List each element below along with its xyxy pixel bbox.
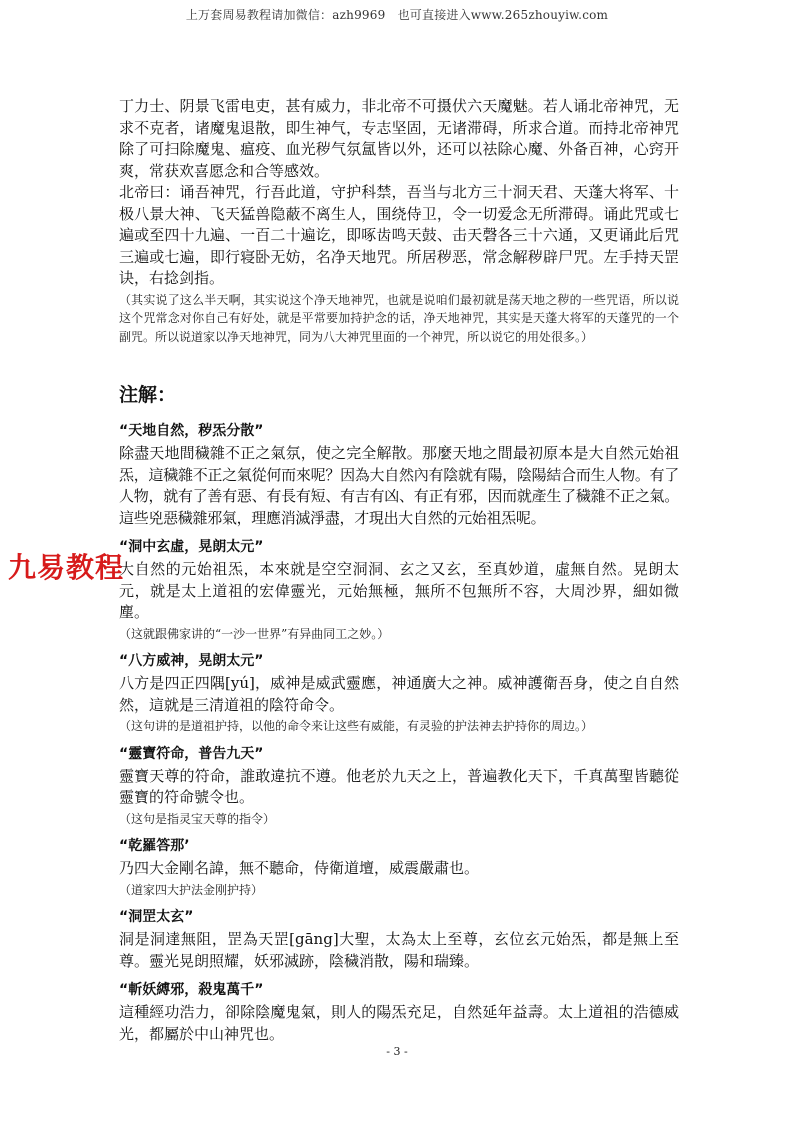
entry-note: （这句讲的是道祖护持，以他的命令来让这些有威能，有灵验的护法神去护持你的周边。） [119, 719, 594, 733]
entry-heading: “洞罡太玄” [119, 909, 194, 925]
watermark-logo: 九易教程 [8, 551, 125, 584]
entry-heading: “靈寶符命，普告九天” [119, 745, 264, 762]
entry-body: 這種經功浩力，卻除陰魔鬼氣，則人的陽炁充足，自然延年益壽。太上道祖的浩德威光，都屬於中山神咒也。 [119, 1003, 679, 1043]
annotation-entry [119, 419, 679, 529]
entry-note: （这句是指灵宝天尊的指令） [119, 811, 276, 826]
intro-paragraph: 北帝曰：诵吾神咒，行吾此道，守护科禁，吾当与北方三十洞天君、天蓬大将军、十极八景大神、飞天猛兽隐蔽不离生人，围绕侍卫，令一切爱念无所滞碍。诵此咒或七遍或至四十九遍、一百二十遍讫，即啄齿鸣天鼓、击天磬各三十六通，又更诵此后咒三遍或七遍，即行寝卧无妨，名净天地咒。所居秽恶，常念解秽辟尸咒。左手持天罡诀，右捻剑指。 [119, 183, 679, 287]
entry-body: 乃四大金剛名諱，無不聽命，侍衛道壇，威震嚴肅也。 [119, 859, 480, 877]
entry-heading: “乾羅答那’ [119, 838, 190, 854]
entry-heading: “斬妖縛邪，殺鬼萬千” [119, 982, 264, 998]
page-number: - 3 - [386, 1045, 408, 1058]
annotation-entry [119, 834, 679, 899]
entry-heading: “洞中玄虛，晃朗太元” [119, 539, 264, 555]
entry-heading: “八方威神，晃朗太元” [119, 653, 264, 669]
entry-body: 除盡天地間穢雜不正之氣氛，使之完全解散。那麼天地之間最初原本是大自然元始祖炁，這穢雜不正之氣從何而來呢？因為大自然內有陰就有陽，陰陽結合而生人物。有了人物，就有了善有惡、有長有短、有吉有凶、有正有邪，因而就產生了穢雜不正之氣。這些兇惡穢雜邪氣，理應消滅淨盡，才現出大自然的元始祖炁呢。 [119, 444, 679, 527]
intro-paragraph: 丁力士、阴景飞雷电吏，甚有威力，非北帝不可摄伏六天魔魅。若人诵北帝神咒，无求不克者，诸魔鬼退散，即生神气，专志坚固，无诸滞碍，所求合道。而持北帝神咒除了可扫除魔鬼、瘟疫、血光秽气氛氲皆以外，还可以祛除心魔、外备百神，心窍开爽，常获欢喜愿念和合等感效。 [119, 97, 679, 180]
entry-body: 八方是四正四隅[yú]，威神是威武靈應，神通廣大之神。威神護衛吾身，使之自自然然，這就是三清道祖的陰符命令。 [119, 674, 679, 714]
annotation-entry [119, 978, 679, 1045]
entry-heading: “天地自然，秽炁分散” [119, 423, 264, 439]
annotation-entry [119, 905, 679, 972]
entry-note: （道家四大护法金刚护持） [119, 882, 264, 897]
document-body [119, 96, 679, 1051]
page-header: 上万套周易教程请加微信：azh9969 也可直接进入www.265zhouyiw.com [185, 8, 609, 22]
entry-body: 洞是洞達無阻，罡為天罡[gāng]大聖，太為太上至尊，玄位玄元始炁，都是無上至尊。靈光晃朗照耀，妖邪滅跡，陰穢消散，陽和瑞臻。 [119, 930, 679, 970]
intro-note: （其实说了这么半天啊，其实说这个净天地神咒，也就是说咱们最初就是荡天地之秽的一些咒语，所以说这个咒常念对你自己有好处，就是平常要加持护念的话，净天地神咒，其实是天蓬大将军的天蓬咒的一个副咒。所以说道家以净天地神咒，同为八大神咒里面的一个神咒，所以说它的用处很多。） [119, 292, 679, 344]
entry-body: 靈寶天尊的符命，誰敢違抗不遵。他老於九天之上，普遍教化天下，千真萬聖皆聽從靈寶的符命號令也。 [119, 766, 679, 806]
entry-body: 大自然的元始祖炁，本來就是空空洞洞、玄之又玄，至真妙道，虛無自然。晃朗太元，就是太上道祖的宏偉靈光，元始無極，無所不包無所不容，大周沙界，細如微塵。 [119, 560, 679, 621]
annotation-entry [119, 742, 679, 829]
entry-note: （这就跟佛家讲的“一沙一世界”有异曲同工之妙。） [119, 626, 390, 641]
annotation-entry [119, 649, 679, 736]
section-title: 注解： [119, 384, 177, 406]
annotation-entry [119, 535, 679, 643]
